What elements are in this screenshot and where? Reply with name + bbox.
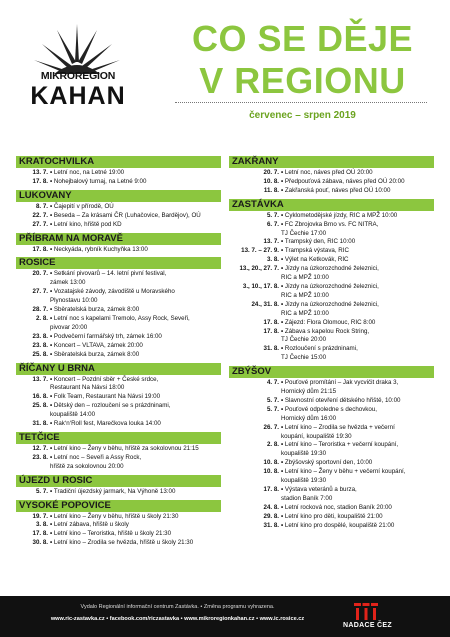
event-date: 6. 7. xyxy=(266,220,279,228)
event-date: 3. 8. xyxy=(266,256,279,264)
event-row xyxy=(229,504,434,513)
section-heading: LUKOVANY xyxy=(16,190,221,202)
logo-text-line2: KAHAN xyxy=(30,82,126,110)
event-row xyxy=(229,406,434,424)
section-heading: PŘÍBRAM NA MORAVĚ xyxy=(16,233,221,245)
event-date: 13. 7. xyxy=(263,238,279,246)
event-text: • Pouťové promítání – Jak vycvičit draka 3, Hornický dům 21:15 xyxy=(281,379,434,397)
event-row xyxy=(16,288,221,306)
event-row xyxy=(229,345,434,363)
section-zbýšov xyxy=(229,366,434,530)
event-text: • Trampský den, RIC 10:00 xyxy=(281,238,434,247)
section-heading: ŘÍČANY U BRNA xyxy=(16,363,221,375)
section-heading: ZBÝŠOV xyxy=(229,366,434,378)
event-row xyxy=(229,221,434,239)
event-date: 27. 7. xyxy=(32,220,48,228)
event-text: • Zakřanská pouť, náves před OÚ 10:00 xyxy=(281,187,434,196)
event-row xyxy=(16,169,221,178)
event-row xyxy=(16,393,221,402)
event-date: 10. 8. xyxy=(263,459,279,467)
event-text: • Koncert – VLTAVA, zámek 20:00 xyxy=(50,342,221,351)
event-row xyxy=(229,379,434,397)
event-text: • Neckyáda, rybník Kuchyňka 13:00 xyxy=(50,246,221,255)
section-rosice xyxy=(16,257,221,359)
event-text: • Tradiční újezdský jarmark, Na Výhoně 13:00 xyxy=(50,488,221,497)
event-row xyxy=(16,306,221,315)
event-text: • Zábava s kapelou Rock String, TJ Čechie 20:00 xyxy=(281,328,434,346)
event-text: • Letní kino – Teroristka + večerní koupání, koupaliště 19:30 xyxy=(281,441,434,459)
event-text: • Vozatajské závody, závodiště u Moravského Plynostavu 10:00 xyxy=(50,288,221,306)
event-row xyxy=(16,212,221,221)
event-row xyxy=(229,283,434,301)
event-text: • Pouťové odpoledne s dechovkou, Hornický dům 16:00 xyxy=(281,406,434,424)
footer xyxy=(0,596,450,637)
event-row xyxy=(16,203,221,212)
event-date: 29. 8. xyxy=(263,512,279,520)
event-text: • Zájezd: Flora Olomouc, RIC 8:00 xyxy=(281,319,434,328)
event-date: 20. 7. xyxy=(263,169,279,176)
event-text: • Jízdy na úzkorozchodné železnici, RIC a MPŽ 10:00 xyxy=(281,283,434,301)
event-text: • Letní kino, hřiště pod KD xyxy=(50,221,221,230)
event-date: 23. 8. xyxy=(32,332,48,340)
event-row xyxy=(229,238,434,247)
section-újezd-u-rosic xyxy=(16,475,221,497)
event-text: • Letní kino – Zrodila se hvězda + večerní koupání, koupaliště 19:30 xyxy=(281,424,434,442)
event-date: 23. 8. xyxy=(32,341,48,349)
event-row xyxy=(229,169,434,178)
event-row xyxy=(16,351,221,360)
section-tetčice xyxy=(16,432,221,472)
event-text: • Letní noc – Seveři a Assy Rock, hřiště za sokolovnou 20:00 xyxy=(50,454,221,472)
period-label: červenec – srpen 2019 xyxy=(249,110,356,121)
event-row xyxy=(16,270,221,288)
event-row xyxy=(229,441,434,459)
event-date: 17. 8. xyxy=(263,486,279,493)
sponsor-label: NADACE ČEZ xyxy=(343,622,392,629)
event-row xyxy=(16,246,221,255)
event-date: 11. 8. xyxy=(263,186,279,194)
event-row xyxy=(16,402,221,420)
event-date: 13. 7. xyxy=(32,375,48,383)
event-date: 2. 8. xyxy=(266,441,279,449)
event-date: 24., 31. 8. xyxy=(251,300,279,308)
event-row xyxy=(229,319,434,328)
event-date: 2. 8. xyxy=(35,314,48,322)
event-text: • Jízdy na úzkorozchodné železnici, RIC a MPŽ 10:00 xyxy=(281,301,434,319)
event-text: • Letní noc, na Letné 19:00 xyxy=(50,169,221,178)
event-date: 4. 7. xyxy=(266,379,279,387)
footer-links[interactable]: www.ric-zastavka.cz • facebook.com/riczastavka • www.mikroregionkahan.cz • www.ic.rosice.cz xyxy=(50,616,305,622)
event-text: • Zbýšovský sportovní den, 10:00 xyxy=(281,459,434,468)
event-date: 5. 7. xyxy=(266,405,279,413)
event-row xyxy=(229,187,434,196)
event-row xyxy=(16,513,221,522)
section-zakřany xyxy=(229,156,434,196)
event-date: 13. 7. – 27. 9. xyxy=(241,247,279,255)
event-text: • Nohejbalový turnaj, na Letné 9:00 xyxy=(50,178,221,187)
event-text: • Letní kino – Ženy v běhu + večerní koupání, koupaliště 19:30 xyxy=(281,468,434,486)
event-row xyxy=(16,454,221,472)
event-date: 24. 8. xyxy=(263,503,279,511)
section-heading: VYSOKÉ POPOVICE xyxy=(16,500,221,512)
event-row xyxy=(16,488,221,497)
section-heading: KRATOCHVILKA xyxy=(16,156,221,168)
event-text: • Rak‘n‘Roll fest, Marečkova louka 14:00 xyxy=(50,420,221,429)
event-row xyxy=(229,459,434,468)
footer-note: Vydalo Regionální informační centrum Zastávka. • Změna programu vyhrazena. xyxy=(80,604,275,610)
event-text: • Koncert – Pozdní sběr + České srdce, Restaurant Na Návsi 18:00 xyxy=(50,376,221,394)
event-row xyxy=(16,315,221,333)
header xyxy=(0,0,450,140)
event-text: • Jízdy na úzkorozchodné železnici, RIC a MPŽ 10:00 xyxy=(281,265,434,283)
event-row xyxy=(229,178,434,187)
event-date: 12. 7. xyxy=(32,444,48,452)
event-row xyxy=(16,530,221,539)
event-text: • Sběratelská burza, zámek 8:00 xyxy=(50,351,221,360)
event-date: 13., 20., 27. 7. xyxy=(239,265,279,273)
section-vysoké-popovice xyxy=(16,500,221,549)
event-row xyxy=(229,301,434,319)
title-line2: V REGIONU xyxy=(199,60,406,101)
event-text: • Letní kino – Ženy v běhu, hřiště u školy 21:30 xyxy=(50,513,221,522)
event-date: 5. 7. xyxy=(266,396,279,404)
event-text: • Letní noc s kapelami Tremolo, Assy Rock, Seveři, pivovar 20:00 xyxy=(50,315,221,333)
right-column xyxy=(229,156,434,534)
event-date: 17. 8. xyxy=(32,530,48,538)
event-text: • Čajepití v přírodě, OÚ xyxy=(50,203,221,212)
event-text: • Cyklometodějské jízdy, RIC a MPŽ 10:00 xyxy=(281,212,434,221)
event-text: • Výstava veteránů a burza, stadion Baník 7:00 xyxy=(281,486,434,504)
event-date: 17. 8. xyxy=(263,318,279,326)
event-text: • Podvečerní farmářský trh, zámek 16:00 xyxy=(50,333,221,342)
event-date: 17. 8. xyxy=(32,177,48,185)
event-row xyxy=(16,333,221,342)
event-date: 5. 7. xyxy=(35,487,48,495)
section-zastávka xyxy=(229,199,434,363)
event-text: • Rozloučení s prázdninami, TJ Čechie 15:00 xyxy=(281,345,434,363)
event-date: 25. 8. xyxy=(32,350,48,358)
event-row xyxy=(229,513,434,522)
divider xyxy=(175,102,427,103)
event-row xyxy=(229,328,434,346)
event-text: • Dětský den – rozloučení se s prázdninami, koupaliště 14:00 xyxy=(50,402,221,420)
section-příbram-na-moravě xyxy=(16,233,221,255)
event-text: • Beseda – Za krásami ČR (Luhačovice, Bardějov), OÚ xyxy=(50,212,221,221)
event-date: 26. 7. xyxy=(263,423,279,431)
section-heading: ROSICE xyxy=(16,257,221,269)
event-date: 10. 8. xyxy=(263,468,279,476)
event-row xyxy=(229,265,434,283)
event-date: 25. 8. xyxy=(32,402,48,410)
event-date: 31. 8. xyxy=(32,420,48,428)
event-text: • Trampská výstava, RIC xyxy=(281,247,434,256)
event-text: • Sběratelská burza, zámek 8:00 xyxy=(50,306,221,315)
event-row xyxy=(16,420,221,429)
event-text: • Předpouťová zábava, náves před OÚ 20:00 xyxy=(281,178,434,187)
event-date: 31. 8. xyxy=(263,521,279,529)
event-row xyxy=(229,424,434,442)
event-row xyxy=(229,256,434,265)
event-row xyxy=(229,212,434,221)
event-date: 30. 8. xyxy=(32,539,48,547)
event-date: 27. 7. xyxy=(32,288,48,296)
section-lukovany xyxy=(16,190,221,230)
event-row xyxy=(16,178,221,187)
section-kratochvilka xyxy=(16,156,221,187)
event-text: • Letní rocková noc, stadion Baník 20:00 xyxy=(281,504,434,513)
event-text: • Folk Team, Restaurant Na Návsi 19:00 xyxy=(50,393,221,402)
section-heading: ÚJEZD U ROSIC xyxy=(16,475,221,487)
section-říčany-u-brna xyxy=(16,363,221,429)
event-date: 20. 7. xyxy=(32,270,48,278)
event-text: • Letní kino pro děti, koupaliště 21:00 xyxy=(281,513,434,522)
event-date: 8. 7. xyxy=(35,202,48,210)
event-date: 17. 8. xyxy=(32,245,48,253)
event-date: 17. 8. xyxy=(263,327,279,335)
event-text: • Letní kino – Zrodila se hvězda, hřiště u školy 21:30 xyxy=(50,539,221,548)
event-date: 22. 7. xyxy=(32,211,48,219)
event-text: • Slavnostní otevření dětského hřiště, 10:00 xyxy=(281,397,434,406)
event-text: • Výlet na Ketkovák, RIC xyxy=(281,256,434,265)
event-date: 31. 8. xyxy=(263,345,279,353)
event-row xyxy=(229,486,434,504)
event-date: 16. 8. xyxy=(32,393,48,401)
event-row xyxy=(16,445,221,454)
event-row xyxy=(229,247,434,256)
event-text: • Letní kino – Teroristka, hřiště u školy 21:30 xyxy=(50,530,221,539)
event-text: • Letní kino pro dospělé, koupaliště 21:00 xyxy=(281,522,434,531)
event-text: • Setkání pivovarů – 14. letní pivní festival, zámek 13:00 xyxy=(50,270,221,288)
section-heading: TETČICE xyxy=(16,432,221,444)
event-row xyxy=(16,521,221,530)
event-row xyxy=(16,376,221,394)
left-column xyxy=(16,156,221,551)
event-row xyxy=(229,468,434,486)
event-row xyxy=(16,342,221,351)
event-text: • Letní kino – Ženy v běhu, hřiště za sokolovnou 21:15 xyxy=(50,445,221,454)
logo-text-line1: MIKROREGION xyxy=(40,70,116,82)
event-date: 5. 7. xyxy=(266,211,279,219)
cez-logo-icon xyxy=(353,599,379,621)
event-date: 3. 8. xyxy=(35,521,48,529)
event-date: 10. 8. xyxy=(263,177,279,185)
event-date: 19. 7. xyxy=(32,512,48,520)
event-date: 23. 8. xyxy=(32,453,48,461)
event-text: • FC Zbrojovka Brno vs. FC NITRA, TJ Čechie 17:00 xyxy=(281,221,434,239)
event-row xyxy=(229,522,434,531)
section-heading: ZAKŘANY xyxy=(229,156,434,168)
event-text: • Letní noc, náves před OÚ 20:00 xyxy=(281,169,434,178)
page-title xyxy=(175,18,430,102)
event-date: 28. 7. xyxy=(32,306,48,314)
section-heading: ZASTÁVKA xyxy=(229,199,434,211)
event-row xyxy=(229,397,434,406)
title-line1: CO SE DĚJE xyxy=(191,18,414,59)
event-text: • Letní zábava, hřiště u školy xyxy=(50,521,221,530)
event-date: 13. 7. xyxy=(32,169,48,176)
event-row xyxy=(16,539,221,548)
event-row xyxy=(16,221,221,230)
event-date: 3., 10., 17. 8. xyxy=(242,282,279,290)
